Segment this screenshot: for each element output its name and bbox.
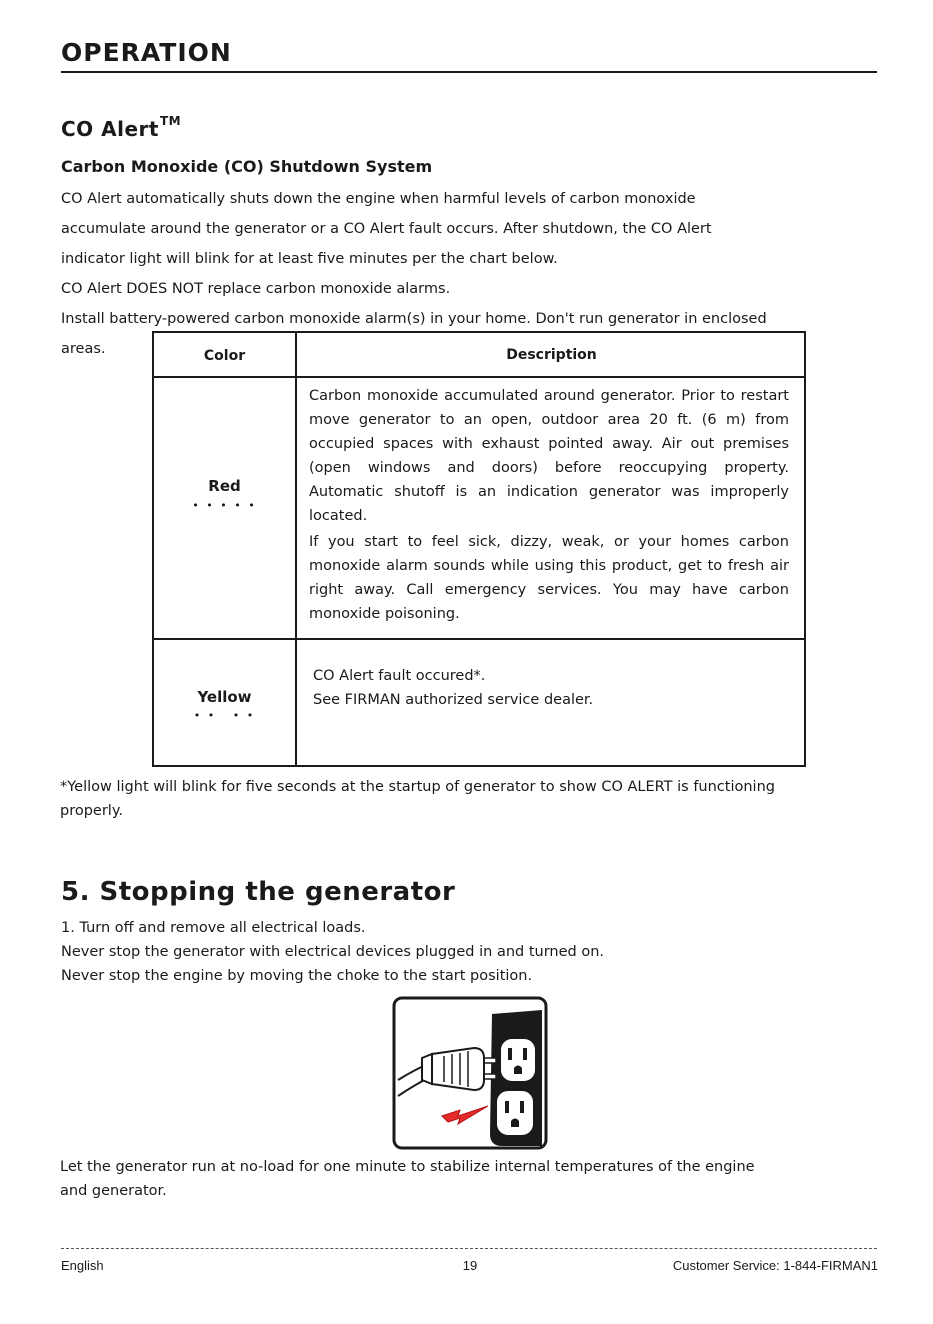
footnote-line: properly. <box>60 803 123 819</box>
co-alert-title-text: CO Alert <box>61 117 159 141</box>
footnote-line: *Yellow light will blink for five seconds at the startup of generator to show CO ALERT is functioning <box>60 779 775 795</box>
after-stop-line: and generator. <box>60 1183 167 1199</box>
stopping-line: Never stop the generator with electrical devices plugged in and turned on. <box>61 944 605 960</box>
red-description-1: Carbon monoxide accumulated around generator. Prior to restart move generator to an open, outdoor area 20 ft. (6 m) from occupied spaces with exhaust pointed away. Air out premises (open windows and doors) before reoccupying property. Automatic shutoff is an indication generator was improperly located. <box>309 388 789 524</box>
intro-line: Install battery-powered carbon monoxide alarm(s) in your home. Don't run generator in enclosed <box>61 311 767 327</box>
red-blink-pattern: • • • • • <box>192 499 257 512</box>
unplug-illustration <box>392 996 548 1150</box>
yellow-blink-pattern: • • • • <box>193 709 256 722</box>
heading-rule <box>61 71 877 73</box>
intro-line: areas. <box>61 341 106 357</box>
stopping-heading: 5. Stopping the generator <box>61 877 456 907</box>
table-header-color: Color <box>203 348 246 364</box>
trademark-mark: TM <box>159 114 182 129</box>
footer-language: English <box>61 1258 104 1273</box>
red-description-2: If you start to feel sick, dizzy, weak, or your homes carbon monoxide alarm sounds while using this product, get to fresh air right away. Call emergency services. You may have carbon monoxide poisoning. <box>309 534 789 622</box>
stopping-line: Never stop the engine by moving the choke to the start position. <box>61 968 533 984</box>
footer-page-number: 19 <box>462 1258 478 1273</box>
after-stop-line: Let the generator run at no-load for one minute to stabilize internal temperatures of the engine <box>60 1159 755 1175</box>
shutdown-system-subheading: Carbon Monoxide (CO) Shutdown System <box>61 157 433 176</box>
yellow-description-1: CO Alert fault occured*. <box>313 668 486 684</box>
intro-line: CO Alert automatically shuts down the engine when harmful levels of carbon monoxide <box>61 191 696 207</box>
table-row-divider <box>152 638 806 640</box>
table-header-divider <box>152 376 806 378</box>
intro-line: indicator light will blink for at least five minutes per the chart below. <box>61 251 558 267</box>
intro-line: accumulate around the generator or a CO Alert fault occurs. After shutdown, the CO Alert <box>61 221 712 237</box>
page-heading: OPERATION <box>61 38 232 67</box>
co-alert-title <box>61 114 182 141</box>
table-header-description: Description <box>506 347 597 363</box>
red-color-label: Red <box>208 477 241 495</box>
yellow-description-2: See FIRMAN authorized service dealer. <box>313 692 594 708</box>
footer-rule <box>61 1248 877 1249</box>
intro-line: CO Alert DOES NOT replace carbon monoxide alarms. <box>61 281 451 297</box>
footer-customer-service: Customer Service: 1-844-FIRMAN1 <box>672 1258 878 1273</box>
yellow-color-label: Yellow <box>197 688 252 706</box>
stopping-line: 1. Turn off and remove all electrical loads. <box>61 920 366 936</box>
